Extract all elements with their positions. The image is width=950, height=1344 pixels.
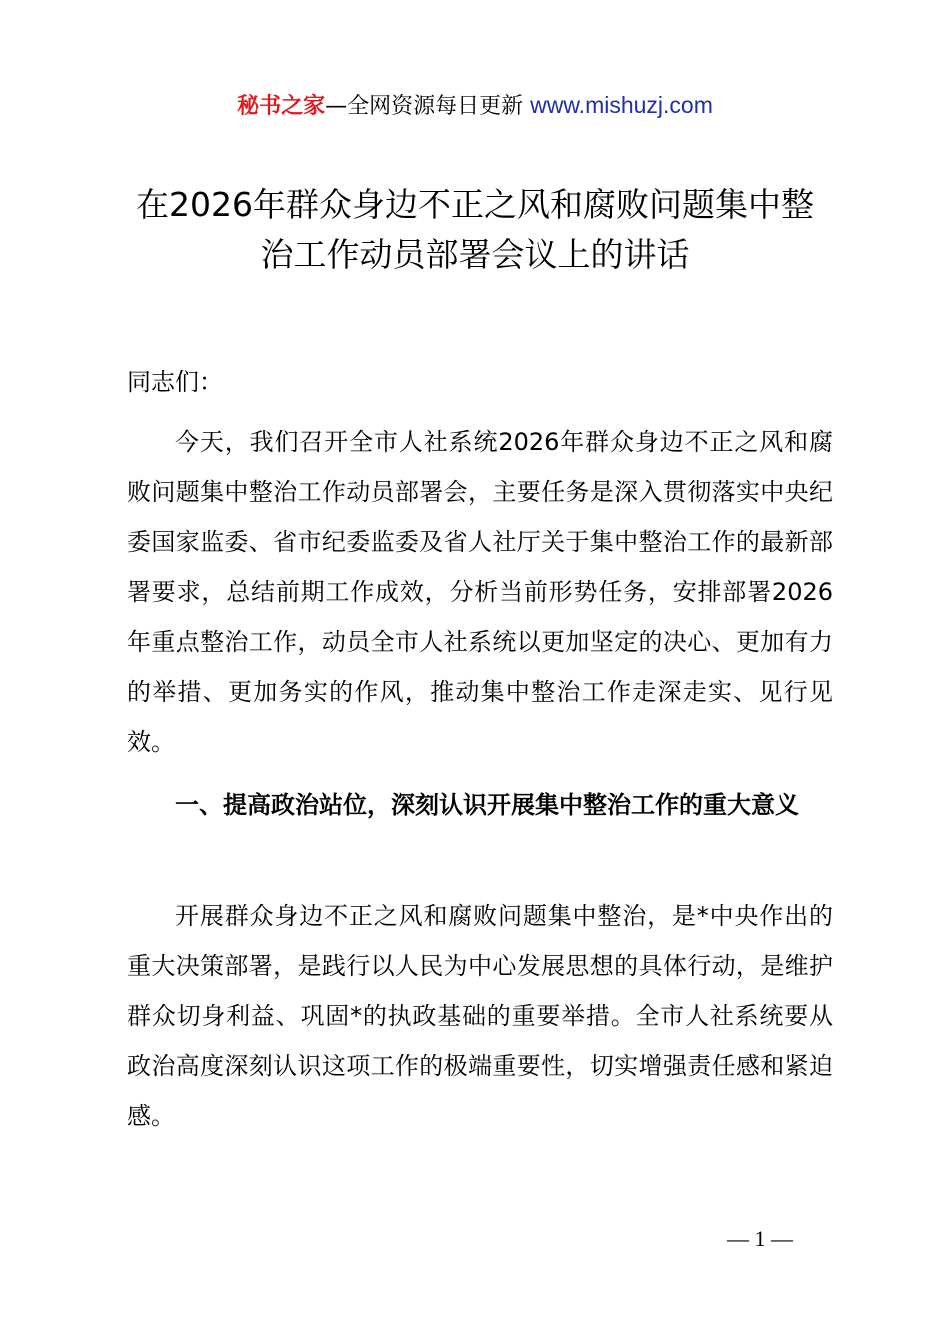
document-title: 在2026年群众身边不正之风和腐败问题集中整治工作动员部署会议上的讲话 [136, 185, 814, 274]
salutation: 同志们： [127, 368, 223, 396]
section-heading-1: 一、提高政治站位，深刻认识开展集中整治工作的重大意义 [175, 791, 799, 819]
brand-name: 秘书之家 [237, 94, 326, 119]
page-number: — 1 — [727, 1226, 793, 1251]
header-slogan: —全网资源每日更新 [325, 94, 531, 119]
site-url-link[interactable]: www.mishuzj.com [530, 92, 713, 118]
paragraph-intro: 今天，我们召开全市人社系统2026年群众身边不正之风和腐败问题集中整治工作动员部署会，主要任务是深入贯彻落实中央纪委国家监委、省市纪委监委及省人社厅关于集中整治工作的最新部署要求，总结前期工作成效，分析当前形势任务，安排部署2026年重点整治工作，动员全市人社系统以更加坚定的决心、更加有力的举措、更加务实的作风，推动集中整治工作走深走实、见行见效。 [127, 428, 833, 756]
site-header [0, 88, 950, 124]
paragraph-significance: 开展群众身边不正之风和腐败问题集中整治，是*中央作出的重大决策部署，是践行以人民为中心发展思想的具体行动，是维护群众切身利益、巩固*的执政基础的重要举措。全市人社系统要从政治高度深刻认识这项工作的极端重要性，切实增强责任感和紧迫感。 [127, 902, 833, 1130]
